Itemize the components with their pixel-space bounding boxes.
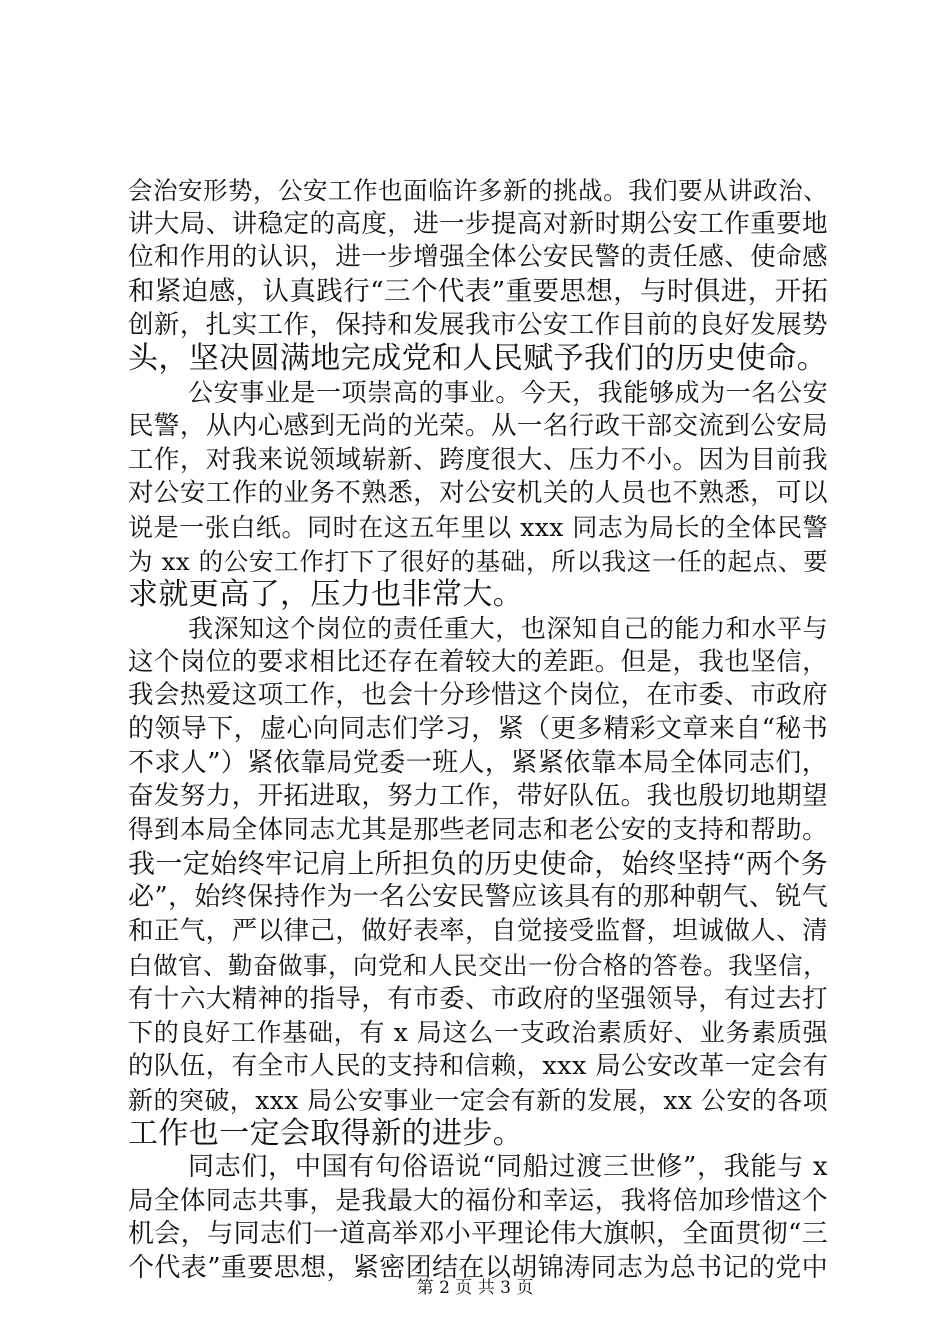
text-line: 说是一张白纸。同时在这五年里以 xxx 同志为局长的全体民警 <box>128 512 828 542</box>
text-line: 对公安工作的业务不熟悉，对公安机关的人员也不熟悉，可以 <box>128 478 828 509</box>
text-line: 公安事业是一项崇高的事业。今天，我能够成为一名公安 <box>188 378 828 408</box>
text-line: 个代表”重要思想，紧密团结在以胡锦涛同志为总书记的党中 <box>128 1253 829 1283</box>
text-line: 同志们，中国有句俗语说“同船过渡三世修”，我能与 x <box>188 1151 828 1182</box>
text-line: 创新，扎实工作，保持和发展我市公安工作目前的良好发展势 <box>128 309 828 340</box>
text-line: 工作，对我来说领域崭新、跨度很大、压力不小。因为目前我 <box>128 444 828 475</box>
text-line: 下的良好工作基础，有 x 局这么一支政治素质好、业务素质强 <box>128 1018 828 1048</box>
text-line: 不求人”）紧依靠局党委一班人，紧紧依靠本局全体同志们， <box>128 747 829 778</box>
text-line: 工作也一定会取得新的进步。 <box>128 1116 524 1152</box>
text-line: 头，坚决圆满地完成党和人民赋予我们的历史使命。 <box>128 341 828 377</box>
text-line: 的队伍，有全市人民的支持和信赖，xxx 局公安改革一定会有 <box>128 1050 829 1081</box>
text-line: 必”，始终保持作为一名公安民警应该具有的那种朝气、锐气 <box>128 882 829 913</box>
text-line: 新的突破，xxx 局公安事业一定会有新的发展，xx 公安的各项 <box>128 1085 828 1115</box>
text-line: 这个岗位的要求相比还存在着较大的差距。但是，我也坚信， <box>128 646 828 677</box>
text-line: 机会，与同志们一道高举邓小平理论伟大旗帜，全面贯彻“三 <box>128 1219 829 1250</box>
text-line: 求就更高了，压力也非常大。 <box>128 577 524 613</box>
document-body <box>128 174 828 1286</box>
text-line: 我一定始终牢记肩上所担负的历史使命，始终坚持“两个务 <box>128 848 828 880</box>
text-line: 和正气，严以律己，做好表率，自觉接受监督，坦诚做人、清 <box>128 916 828 947</box>
text-line: 讲大局、讲稳定的高度，进一步提高对新时期公安工作重要地 <box>128 208 828 239</box>
text-line: 局全体同志共事，是我最大的福份和幸运，我将倍加珍惜这个 <box>128 1185 828 1216</box>
text-line: 我会热爱这项工作，也会十分珍惜这个岗位，在市委、市政府 <box>128 680 828 711</box>
text-line: 会治安形势，公安工作也面临许多新的挑战。我们要从讲政治、 <box>128 176 828 205</box>
text-line: 白做官、勤奋做事，向党和人民交出一份合格的答卷。我坚信， <box>128 950 828 980</box>
page-number-footer: 第 2 页 共 3 页 <box>416 1278 534 1298</box>
text-line: 为 xx 的公安工作打下了很好的基础，所以我这一任的起点、要 <box>128 546 828 576</box>
text-line: 我深知这个岗位的责任重大，也深知自己的能力和水平与 <box>188 613 828 643</box>
text-line: 位和作用的认识，进一步增强全体公安民警的责任感、使命感 <box>128 242 828 273</box>
text-line: 的领导下，虚心向同志们学习，紧（更多精彩文章来自“秘书 <box>128 714 829 744</box>
text-line: 奋发努力，开拓进取，努力工作，带好队伍。我也殷切地期望 <box>128 781 828 812</box>
text-line: 有十六大精神的指导，有市委、市政府的坚强领导，有过去打 <box>128 983 828 1014</box>
text-line: 得到本局全体同志尤其是那些老同志和老公安的支持和帮助。 <box>128 815 828 846</box>
text-line: 和紧迫感，认真践行“三个代表”重要思想，与时俱进，开拓 <box>128 276 829 308</box>
text-line: 民警，从内心感到无尚的光荣。从一名行政干部交流到公安局 <box>128 410 828 441</box>
